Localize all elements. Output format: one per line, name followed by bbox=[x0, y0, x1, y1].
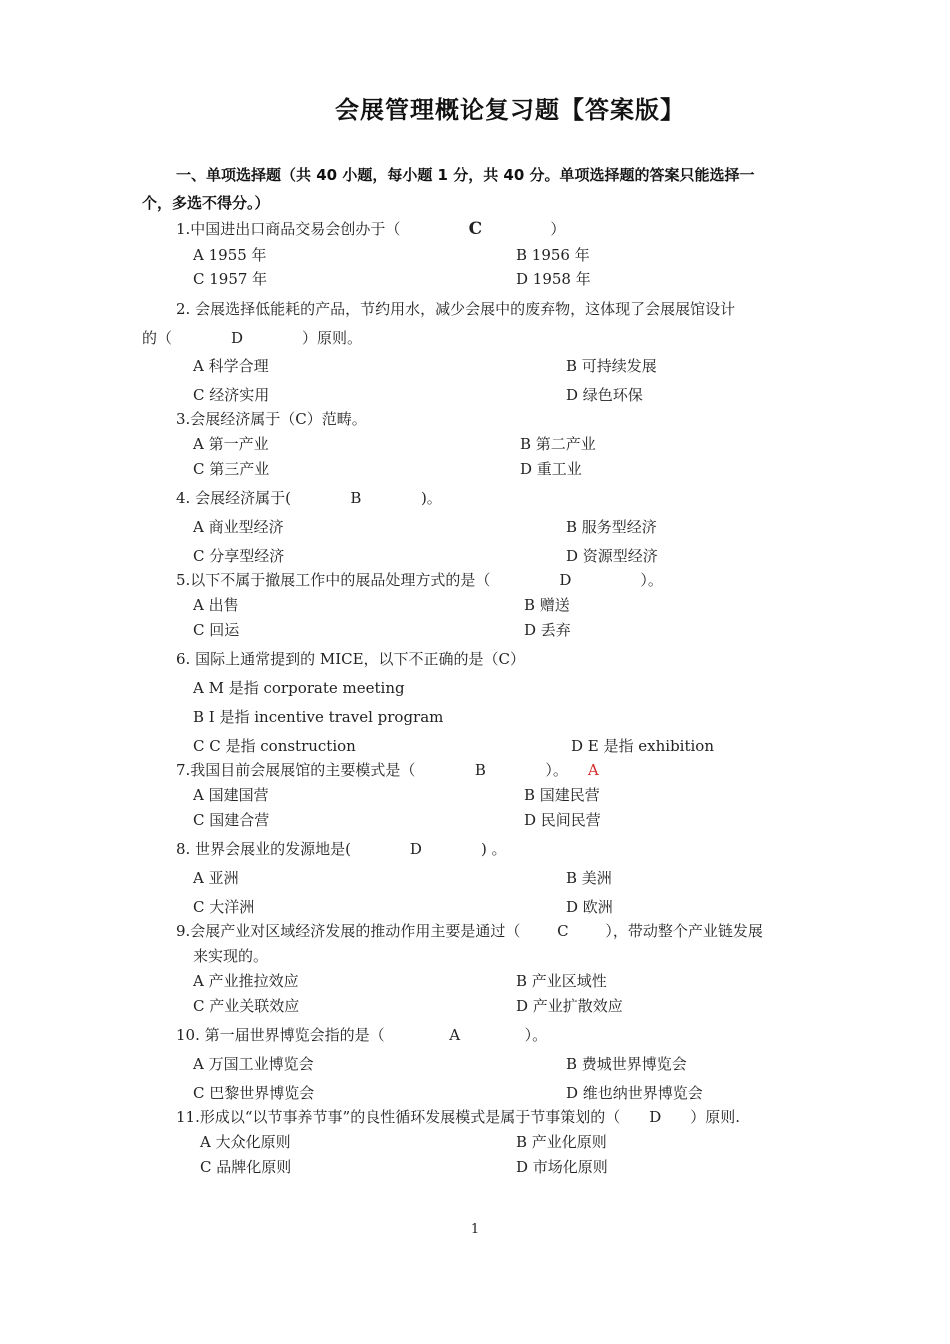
option-d: D 市场化原则 bbox=[516, 1158, 608, 1176]
option-d: D 丢弃 bbox=[524, 621, 571, 639]
option-b: B 服务型经济 bbox=[566, 518, 657, 536]
option-a: A 商业型经济 bbox=[193, 518, 284, 536]
section-heading bbox=[142, 161, 812, 217]
question-1-text: 1.中国进出口商品交易会创办于（ bbox=[176, 220, 401, 238]
question-4-answer: B bbox=[350, 489, 362, 507]
option-d: D 维也纳世界博览会 bbox=[566, 1084, 703, 1102]
question-7-answer: B bbox=[474, 761, 486, 779]
question-5-text: 5.以下不属于撤展工作中的展品处理方式的是（ bbox=[176, 571, 491, 589]
option-d: D 产业扩散效应 bbox=[516, 997, 623, 1015]
option-b: B 美洲 bbox=[566, 869, 612, 887]
question-8-text: 8. 世界会展业的发源地是( bbox=[176, 840, 351, 858]
question-2: 2. 会展选择低能耗的产品，节约用水，减少会展中的废弃物，这体现了会展展馆设计 bbox=[176, 300, 736, 318]
question-8-answer: D bbox=[409, 840, 422, 858]
question-1 bbox=[176, 218, 565, 239]
option-d: D 欧洲 bbox=[566, 898, 613, 916]
option-d: D 资源型经济 bbox=[566, 547, 658, 565]
option-b: B 产业区域性 bbox=[516, 972, 607, 990]
option-b: B 1956 年 bbox=[516, 246, 590, 264]
question-9-text: 9.会展产业对区域经济发展的推动作用主要是通过（ bbox=[176, 922, 521, 940]
option-b: B 费城世界博览会 bbox=[566, 1055, 687, 1073]
option-c: C 1957 年 bbox=[193, 270, 268, 288]
question-7-text: 7.我国目前会展展馆的主要模式是（ bbox=[176, 761, 416, 779]
page-title: 会展管理概论复习题【答案版】 bbox=[335, 96, 685, 124]
question-2-answer: D bbox=[231, 329, 244, 347]
option-c: C 产业关联效应 bbox=[193, 997, 300, 1015]
option-c: C 分享型经济 bbox=[193, 547, 285, 565]
question-9-answer: C bbox=[557, 922, 569, 940]
option-a: A M 是指 corporate meeting bbox=[193, 679, 405, 697]
option-a: A 国建国营 bbox=[193, 786, 269, 804]
question-9-close: ），带动整个产业链发展 bbox=[605, 922, 763, 940]
question-9 bbox=[176, 920, 763, 941]
question-9-line2: 来实现的。 bbox=[193, 947, 269, 965]
option-b: B 国建民营 bbox=[524, 786, 600, 804]
question-1-close: ） bbox=[550, 220, 566, 238]
question-11-close: ）原则. bbox=[690, 1108, 740, 1126]
question-4-text: 4. 会展经济属于( bbox=[176, 489, 291, 507]
question-11-text: 11.形成以“以节事养节事”的良性循环发展模式是属于节事策划的（ bbox=[176, 1108, 621, 1126]
option-d: D 绿色环保 bbox=[566, 386, 643, 404]
option-a: A 亚洲 bbox=[193, 869, 239, 887]
question-7-close: ）。 bbox=[545, 761, 568, 779]
option-c: C 大洋洲 bbox=[193, 898, 255, 916]
question-2-line2 bbox=[142, 327, 362, 348]
question-7-correction: A bbox=[587, 761, 599, 779]
option-d: D 重工业 bbox=[520, 460, 582, 478]
question-5-close: ）。 bbox=[640, 571, 663, 589]
question-8 bbox=[176, 838, 507, 859]
question-5 bbox=[176, 569, 663, 590]
option-c: C 巴黎世界博览会 bbox=[193, 1084, 315, 1102]
question-4 bbox=[176, 487, 442, 508]
section-heading-line1: 一、单项选择题（共 40 小题，每小题 1 分，共 40 分。单项选择题的答案只能选择一 bbox=[176, 166, 755, 184]
question-11-answer: D bbox=[649, 1108, 662, 1126]
option-a: A 大众化原则 bbox=[200, 1133, 291, 1151]
option-a: A 出售 bbox=[193, 596, 239, 614]
option-c: C 经济实用 bbox=[193, 386, 270, 404]
option-a: A 科学合理 bbox=[193, 357, 269, 375]
question-10-answer: A bbox=[449, 1026, 461, 1044]
option-c: C 第三产业 bbox=[193, 460, 270, 478]
page-number: 1 bbox=[470, 1222, 480, 1237]
question-2-text: 的（ bbox=[142, 329, 173, 347]
question-7 bbox=[176, 759, 599, 780]
question-8-close: ) 。 bbox=[480, 840, 507, 858]
question-3: 3.会展经济属于（C）范畴。 bbox=[176, 410, 367, 428]
option-a: A 第一产业 bbox=[193, 435, 269, 453]
option-c: C 回运 bbox=[193, 621, 240, 639]
question-5-answer: D bbox=[559, 571, 572, 589]
question-11 bbox=[176, 1106, 740, 1127]
question-2-close: ）原则。 bbox=[302, 329, 363, 347]
option-b: B 赠送 bbox=[524, 596, 570, 614]
option-c: C 品牌化原则 bbox=[200, 1158, 292, 1176]
question-4-close: )。 bbox=[420, 489, 442, 507]
option-c: C 国建合营 bbox=[193, 811, 270, 829]
question-10-text: 10. 第一届世界博览会指的是（ bbox=[176, 1026, 385, 1044]
question-6: 6. 国际上通常提到的 MICE，以下不正确的是（C） bbox=[176, 650, 526, 668]
option-a: A 万国工业博览会 bbox=[193, 1055, 314, 1073]
question-10 bbox=[176, 1024, 547, 1045]
option-d: D E 是指 exhibition bbox=[571, 737, 714, 755]
option-d: D 民间民营 bbox=[524, 811, 601, 829]
question-1-answer: C bbox=[468, 219, 483, 239]
option-b: B 可持续发展 bbox=[566, 357, 657, 375]
option-c: C C 是指 construction bbox=[193, 737, 356, 755]
option-a: A 1955 年 bbox=[193, 246, 267, 264]
option-b: B 第二产业 bbox=[520, 435, 596, 453]
option-b: B I 是指 incentive travel program bbox=[193, 708, 444, 726]
section-heading-line2: 个，多选不得分。） bbox=[142, 194, 270, 212]
option-d: D 1958 年 bbox=[516, 270, 591, 288]
question-10-close: ）。 bbox=[524, 1026, 548, 1044]
option-b: B 产业化原则 bbox=[516, 1133, 607, 1151]
option-a: A 产业推拉效应 bbox=[193, 972, 299, 990]
